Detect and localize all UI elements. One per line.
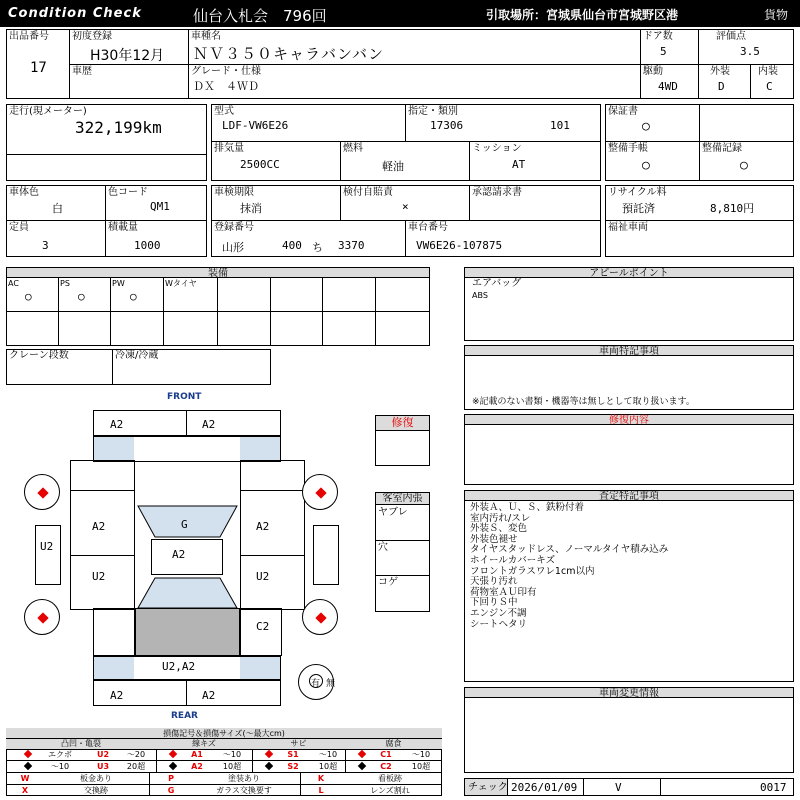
inspection-notes-title: 査定特記事項 xyxy=(464,490,794,501)
car-name-value: ＮＶ３５０キャラバンバン xyxy=(193,45,384,63)
legend-text: 10超 xyxy=(222,762,242,771)
score-value: 3.5 xyxy=(740,45,760,58)
inspection-note-line: 下回りＳ中 xyxy=(470,597,518,609)
inspection-note-line: 外装Ａ、Ｕ、Ｓ、鉄粉付着 xyxy=(470,502,585,513)
legend-group-head: サビ xyxy=(252,739,345,749)
equip-pw-label: PW xyxy=(112,279,125,288)
legend-text: U3 xyxy=(96,762,110,771)
cabin-title: 客室内張 xyxy=(375,492,430,505)
mark-front-right: A2 xyxy=(202,418,216,431)
tire-front-left-icon xyxy=(24,474,60,510)
legend-group-head: 線キズ xyxy=(156,739,252,749)
repair-title: 修復 xyxy=(375,415,430,431)
left-side xyxy=(70,460,135,610)
manual-value: ○ xyxy=(642,158,650,173)
auction-title: 仙台入札会 796回 xyxy=(193,7,327,25)
legend-group-head: 凸凹・亀裂 xyxy=(6,739,156,749)
left-mirror-panel xyxy=(35,525,61,585)
legend-text: エクボ xyxy=(48,750,72,759)
recycle-fee: 8,810円 xyxy=(710,202,755,215)
category-label: 貨物 xyxy=(764,8,789,22)
hood xyxy=(93,436,281,462)
interior-label: 内装 xyxy=(758,66,778,77)
classification-value: 101 xyxy=(550,119,570,132)
drive-label: 駆動 xyxy=(643,66,663,77)
spare-no: 無 xyxy=(326,679,336,689)
mark-left-upper: A2 xyxy=(92,520,106,533)
recycle-status: 預託済 xyxy=(622,202,655,215)
mark-right-lower: U2 xyxy=(256,570,270,583)
inspection-note-line: 外装色褪せ xyxy=(470,533,518,545)
color-code-label: 色コード xyxy=(108,187,148,198)
change-info-box xyxy=(464,697,794,773)
chassis-label: 車台番号 xyxy=(408,222,448,233)
cabin-item-hole: 穴 xyxy=(378,542,388,553)
chassis-value: VW6E26-107875 xyxy=(416,239,503,252)
tire-rear-right-icon xyxy=(302,599,338,635)
spare-yes: 有 xyxy=(311,679,321,689)
legend-text: P xyxy=(168,774,174,783)
inspection-label: 車検期限 xyxy=(214,187,254,198)
mark-rear-bumper: U2,A2 xyxy=(162,660,196,673)
repair-content-box xyxy=(464,424,794,485)
cabin-item-burn: コゲ xyxy=(378,577,398,588)
right-side xyxy=(240,460,305,610)
check-number: 0017 xyxy=(760,781,787,794)
legend-text: ～10 xyxy=(50,762,70,771)
reg-no-label: 登録番号 xyxy=(214,222,254,233)
model-label: 型式 xyxy=(214,106,234,117)
designation-label: 指定・類別 xyxy=(408,106,458,117)
legend-text: S2 xyxy=(287,762,299,771)
displacement-label: 排気量 xyxy=(214,143,244,154)
legend-group-head: 腐食 xyxy=(345,739,442,749)
mark-front-left: A2 xyxy=(110,418,124,431)
inspection-note-line: ホイールカバーキズ xyxy=(470,554,556,566)
equip-ac-label: AC xyxy=(8,279,19,288)
legend-text: 塗装あり xyxy=(228,774,260,783)
appeal-title: アピールポイント xyxy=(464,267,794,278)
pickup-location: 引取場所：宮城県仙台市宮城野区港 xyxy=(486,8,679,22)
mark-left-lower: U2 xyxy=(92,570,106,583)
inspection-note-line: フロントガラスワレ1cm以内 xyxy=(470,565,595,577)
equip-pw-value: ○ xyxy=(130,290,137,303)
grade-label: グレード・仕様 xyxy=(191,66,261,77)
legend-text: 20超 xyxy=(126,762,146,771)
legend-text: X xyxy=(21,786,29,795)
insurance-label: 検付自賠責 xyxy=(343,187,393,198)
history-label: 車歴 xyxy=(72,66,92,77)
recycle-label: リサイクル料 xyxy=(608,187,667,198)
equipment-title: 装備 xyxy=(6,267,430,278)
inspection-note-line: 外装Ｓ、変色 xyxy=(470,523,528,535)
legend-text: U2 xyxy=(96,750,110,759)
equip-ac-value: ○ xyxy=(25,290,32,303)
inspection-note-line: シートヘタリ xyxy=(470,618,528,630)
front-label: FRONT xyxy=(167,392,202,402)
inspection-notes-list xyxy=(470,503,668,630)
first-reg-label: 初度登録 xyxy=(72,31,112,42)
load-value: 1000 xyxy=(134,239,161,252)
inspection-note-line: エンジン不調 xyxy=(470,607,527,619)
capacity-value: 3 xyxy=(42,239,49,252)
rear-label: REAR xyxy=(171,711,198,721)
inspection-note-line: 荷物室ＡＵ印有 xyxy=(470,586,537,598)
legend-text: C1 xyxy=(380,750,392,759)
mark-center: A2 xyxy=(172,548,186,561)
grade-value: ＤＸ ４ＷＤ xyxy=(193,80,259,93)
special-note: ※記載のない書類・機器等は無しとして取り扱います。 xyxy=(472,397,695,407)
check-initial: V xyxy=(615,781,622,794)
legend-text: C2 xyxy=(380,762,392,771)
manual-label: 整備手帳 xyxy=(608,143,648,154)
service-value: ○ xyxy=(740,158,748,173)
legend-text: レンズ割れ xyxy=(370,786,410,795)
legend-text: 板金あり xyxy=(80,774,112,783)
equip-wtire-label: Wタイヤ xyxy=(165,279,197,288)
legend-text: W xyxy=(20,774,30,783)
warranty-label: 保証書 xyxy=(608,106,638,117)
fuel-label: 燃料 xyxy=(343,143,363,154)
lot-number: 17 xyxy=(30,60,47,76)
legend-text: 交換跡 xyxy=(84,786,108,795)
approval-label: 承認請求書 xyxy=(472,187,522,198)
inspection-note-line: タイヤスタッドレス、ノーマルタイヤ積み込み xyxy=(470,544,669,556)
mark-rear-right: A2 xyxy=(202,689,216,702)
mark-center-top: G xyxy=(181,518,188,531)
doors-value: 5 xyxy=(660,45,667,58)
score-label: 評価点 xyxy=(716,31,746,42)
inspection-note-line: 天張り汚れ xyxy=(470,576,518,588)
tire-front-right-icon xyxy=(302,474,338,510)
legend-text: ～20 xyxy=(126,750,146,759)
interior-value: C xyxy=(766,80,773,93)
legend-text: ～10 xyxy=(411,750,431,759)
repair-content-title: 修復内容 xyxy=(464,414,794,425)
legend-text: S1 xyxy=(287,750,299,759)
change-info-title: 車両変更情報 xyxy=(464,687,794,698)
check-date: 2026/01/09 xyxy=(511,781,578,794)
exterior-value: D xyxy=(718,80,725,93)
frozen-label: 冷凍/冷蔵 xyxy=(115,350,159,361)
legend-text: A2 xyxy=(191,762,203,771)
service-label: 整備記録 xyxy=(702,143,742,154)
tire-rear-left-icon xyxy=(24,599,60,635)
legend-text: L xyxy=(318,786,324,795)
legend-text: A1 xyxy=(191,750,203,759)
legend-text: 10超 xyxy=(318,762,338,771)
right-mirror-panel xyxy=(313,525,339,585)
legend-text: ～10 xyxy=(318,750,338,759)
legend-text: 10超 xyxy=(411,762,431,771)
mark-right-c2: C2 xyxy=(256,620,270,633)
check-label: チェック xyxy=(468,782,508,793)
mileage-label: 走行(現メーター) xyxy=(9,106,87,117)
inspection-note-line: 室内汚れ/スレ xyxy=(470,512,531,524)
equip-ps-value: ○ xyxy=(78,290,85,303)
equip-ps-label: PS xyxy=(60,279,70,288)
designation-value: 17306 xyxy=(430,119,464,132)
welfare-label: 福祉車両 xyxy=(608,222,648,233)
appeal-line-2: ABS xyxy=(472,291,488,300)
model-value: LDF-VW6E26 xyxy=(222,119,289,132)
load-label: 積載量 xyxy=(108,222,138,233)
crane-label: クレーン段数 xyxy=(9,350,69,361)
special-title: 車両特記事項 xyxy=(464,345,794,356)
roof xyxy=(151,539,223,575)
mark-rear-left: A2 xyxy=(110,689,124,702)
exterior-label: 外装 xyxy=(710,66,730,77)
mark-left-mid: U2 xyxy=(40,540,54,553)
cabin-item-tear: ヤブレ xyxy=(378,507,408,518)
body-color-label: 車体色 xyxy=(9,187,39,198)
legend-text: K xyxy=(317,774,325,783)
legend-text: G xyxy=(167,786,175,795)
drive-value: 4WD xyxy=(658,80,678,93)
lot-label: 出品番号 xyxy=(9,31,49,42)
mission-value: AT xyxy=(512,158,526,171)
reg-number: 3370 xyxy=(338,239,365,252)
header-title: Condition Check xyxy=(8,6,142,21)
reg-class: 400 xyxy=(282,239,302,252)
mission-label: ミッション xyxy=(472,143,522,154)
color-code-value: QM1 xyxy=(150,200,170,213)
registration-box xyxy=(211,185,601,257)
mark-right-upper: A2 xyxy=(256,520,270,533)
header-bar xyxy=(0,0,800,27)
mileage-value: 322,199km xyxy=(75,118,162,137)
insurance-value: × xyxy=(402,200,409,213)
fuel-value: 軽油 xyxy=(382,160,404,173)
legend-text: 看板跡 xyxy=(378,774,402,783)
car-name-label: 車種名 xyxy=(191,31,221,42)
legend-title: 損傷記号＆損傷サイズ(～最大cm) xyxy=(6,728,442,739)
appeal-line-1: エアバッグ xyxy=(472,278,522,289)
body-color-value: 白 xyxy=(52,202,63,215)
capacity-label: 定員 xyxy=(9,222,29,233)
reg-kana: ち xyxy=(312,241,323,254)
legend-text: ～10 xyxy=(222,750,242,759)
reg-area: 山形 xyxy=(222,241,244,254)
warranty-value: ○ xyxy=(642,119,650,134)
displacement-value: 2500CC xyxy=(240,158,280,171)
doors-label: ドア数 xyxy=(643,31,673,42)
legend-text: ガラス交換要す xyxy=(216,786,272,795)
inspection-value: 抹消 xyxy=(240,202,262,215)
first-reg-value: H30年12月 xyxy=(90,48,165,64)
